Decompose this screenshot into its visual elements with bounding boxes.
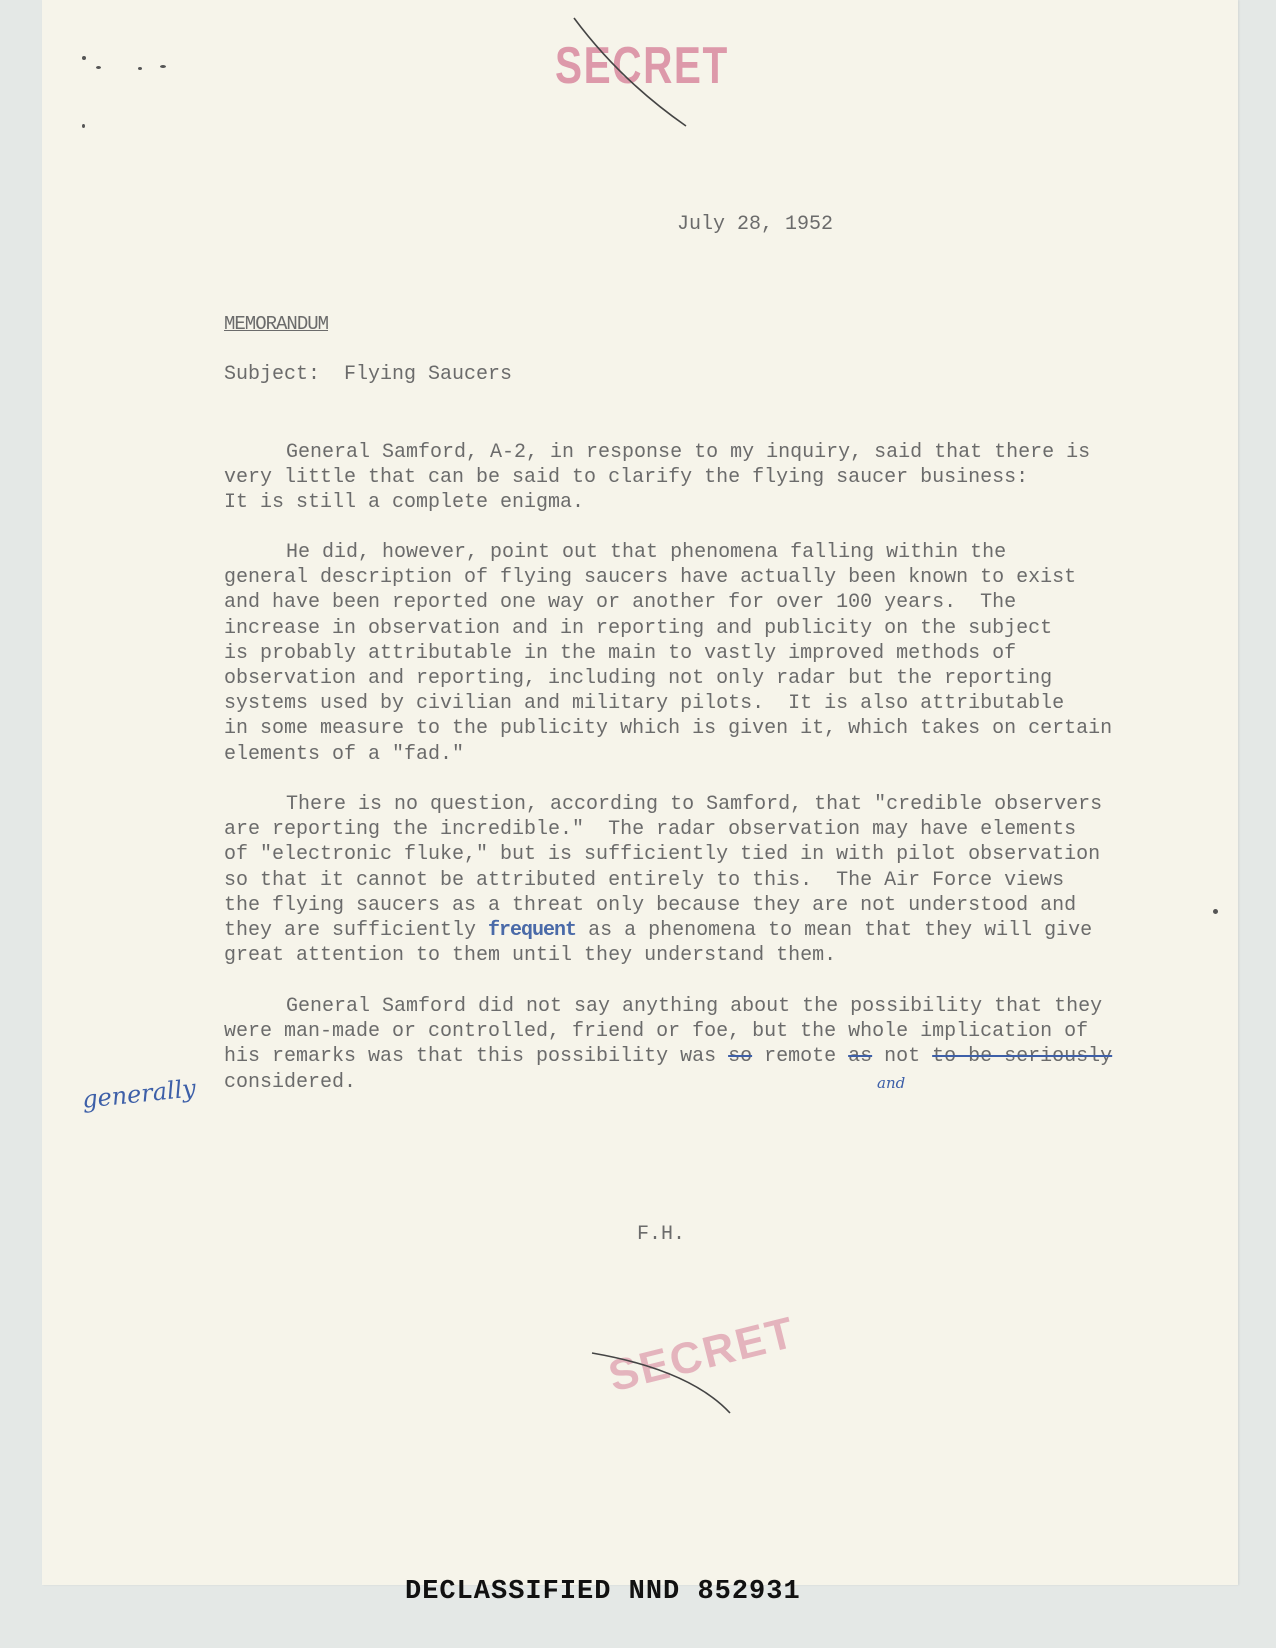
paragraph-line: is probably attributable in the main to vastly improved methods of: [224, 641, 1017, 665]
paragraph-line: so that it cannot be attributed entirely to this. The Air Force views: [224, 868, 1065, 892]
memo-heading: MEMORANDUM: [224, 313, 329, 335]
paragraph-line: increase in observation and in reporting and publicity on the subject: [224, 616, 1053, 640]
paragraph-line: the flying saucers as a threat only because they are not understood and: [224, 893, 1077, 917]
paper-speck: [138, 67, 142, 70]
line-text: remote: [752, 1045, 849, 1069]
paper-speck: [82, 124, 85, 128]
paper-speck: [160, 65, 166, 68]
paragraph-line: He did, however, point out that phenomena falling within the: [286, 541, 1007, 564]
paragraph-line: were man-made or controlled, friend or foe, but the whole implication of: [224, 1020, 1089, 1044]
subject-value: Flying Saucers: [344, 363, 513, 386]
paragraph-line: observation and reporting, including not only radar but the reporting: [224, 667, 1053, 691]
paragraph-line: in some measure to the publicity which is given it, which takes on certain: [224, 717, 1113, 741]
paper-speck: [1213, 909, 1218, 914]
paragraph-line: are reporting the incredible." The radar observation may have elements: [224, 818, 1077, 842]
declassification-footer: DECLASSIFIED NND 852931: [405, 1577, 801, 1607]
struck-phrase: to be seriously: [932, 1045, 1113, 1069]
subject-line: [224, 362, 512, 387]
paper-speck: [96, 66, 101, 69]
paragraph-line: of "electronic fluke," but is sufficiently tied in with pilot observation: [224, 843, 1101, 867]
paragraph-line: great attention to them until they understand them.: [224, 944, 837, 968]
paragraph-1: [224, 440, 1174, 516]
paragraph-line: general description of flying saucers have actually been known to exist: [224, 566, 1077, 590]
paper-speck: [82, 56, 86, 60]
subject-label: Subject:: [224, 363, 321, 386]
secret-stamp-bottom: SECRET: [603, 1307, 801, 1402]
memo-date: July 28, 1952: [677, 213, 834, 236]
paragraph-line: General Samford, A-2, in response to my inquiry, said that there is: [286, 441, 1091, 464]
line-text: as a phenomena to mean that they will give: [576, 919, 1093, 943]
paragraph-2: [224, 540, 1174, 767]
handwritten-insertion: and: [877, 1074, 906, 1092]
paragraph-line: elements of a "fad.": [224, 742, 465, 766]
overtyped-word: frequent: [488, 919, 577, 943]
paragraph-line: very little that can be said to clarify the flying saucer business:: [224, 466, 1029, 490]
paragraph-line: considered.: [224, 1070, 357, 1094]
line-text: his remarks was that this possibility was: [224, 1045, 729, 1069]
paragraph-line-with-edits: [224, 1044, 1174, 1069]
secret-stamp-top: SECRET: [555, 37, 729, 95]
paragraph-line: General Samford did not say anything about the possibility that they: [286, 995, 1103, 1018]
memo-signature: F.H.: [637, 1223, 686, 1246]
line-text: not: [872, 1045, 933, 1069]
paragraph-line: There is no question, according to Samford, that "credible observers: [286, 793, 1103, 816]
paragraph-4: [224, 994, 1174, 1095]
paragraph-line: It is still a complete enigma.: [224, 491, 585, 515]
paragraph-3: [224, 792, 1174, 968]
paragraph-line-with-overtype: [224, 918, 1174, 943]
paragraph-line: systems used by civilian and military pilots. It is also attributable: [224, 692, 1065, 716]
line-text: they are sufficiently: [224, 919, 489, 943]
struck-word: so: [728, 1045, 753, 1069]
handwritten-margin-note: generally: [80, 1074, 198, 1114]
struck-word: as: [848, 1045, 873, 1069]
paragraph-line: and have been reported one way or another for over 100 years. The: [224, 591, 1017, 615]
